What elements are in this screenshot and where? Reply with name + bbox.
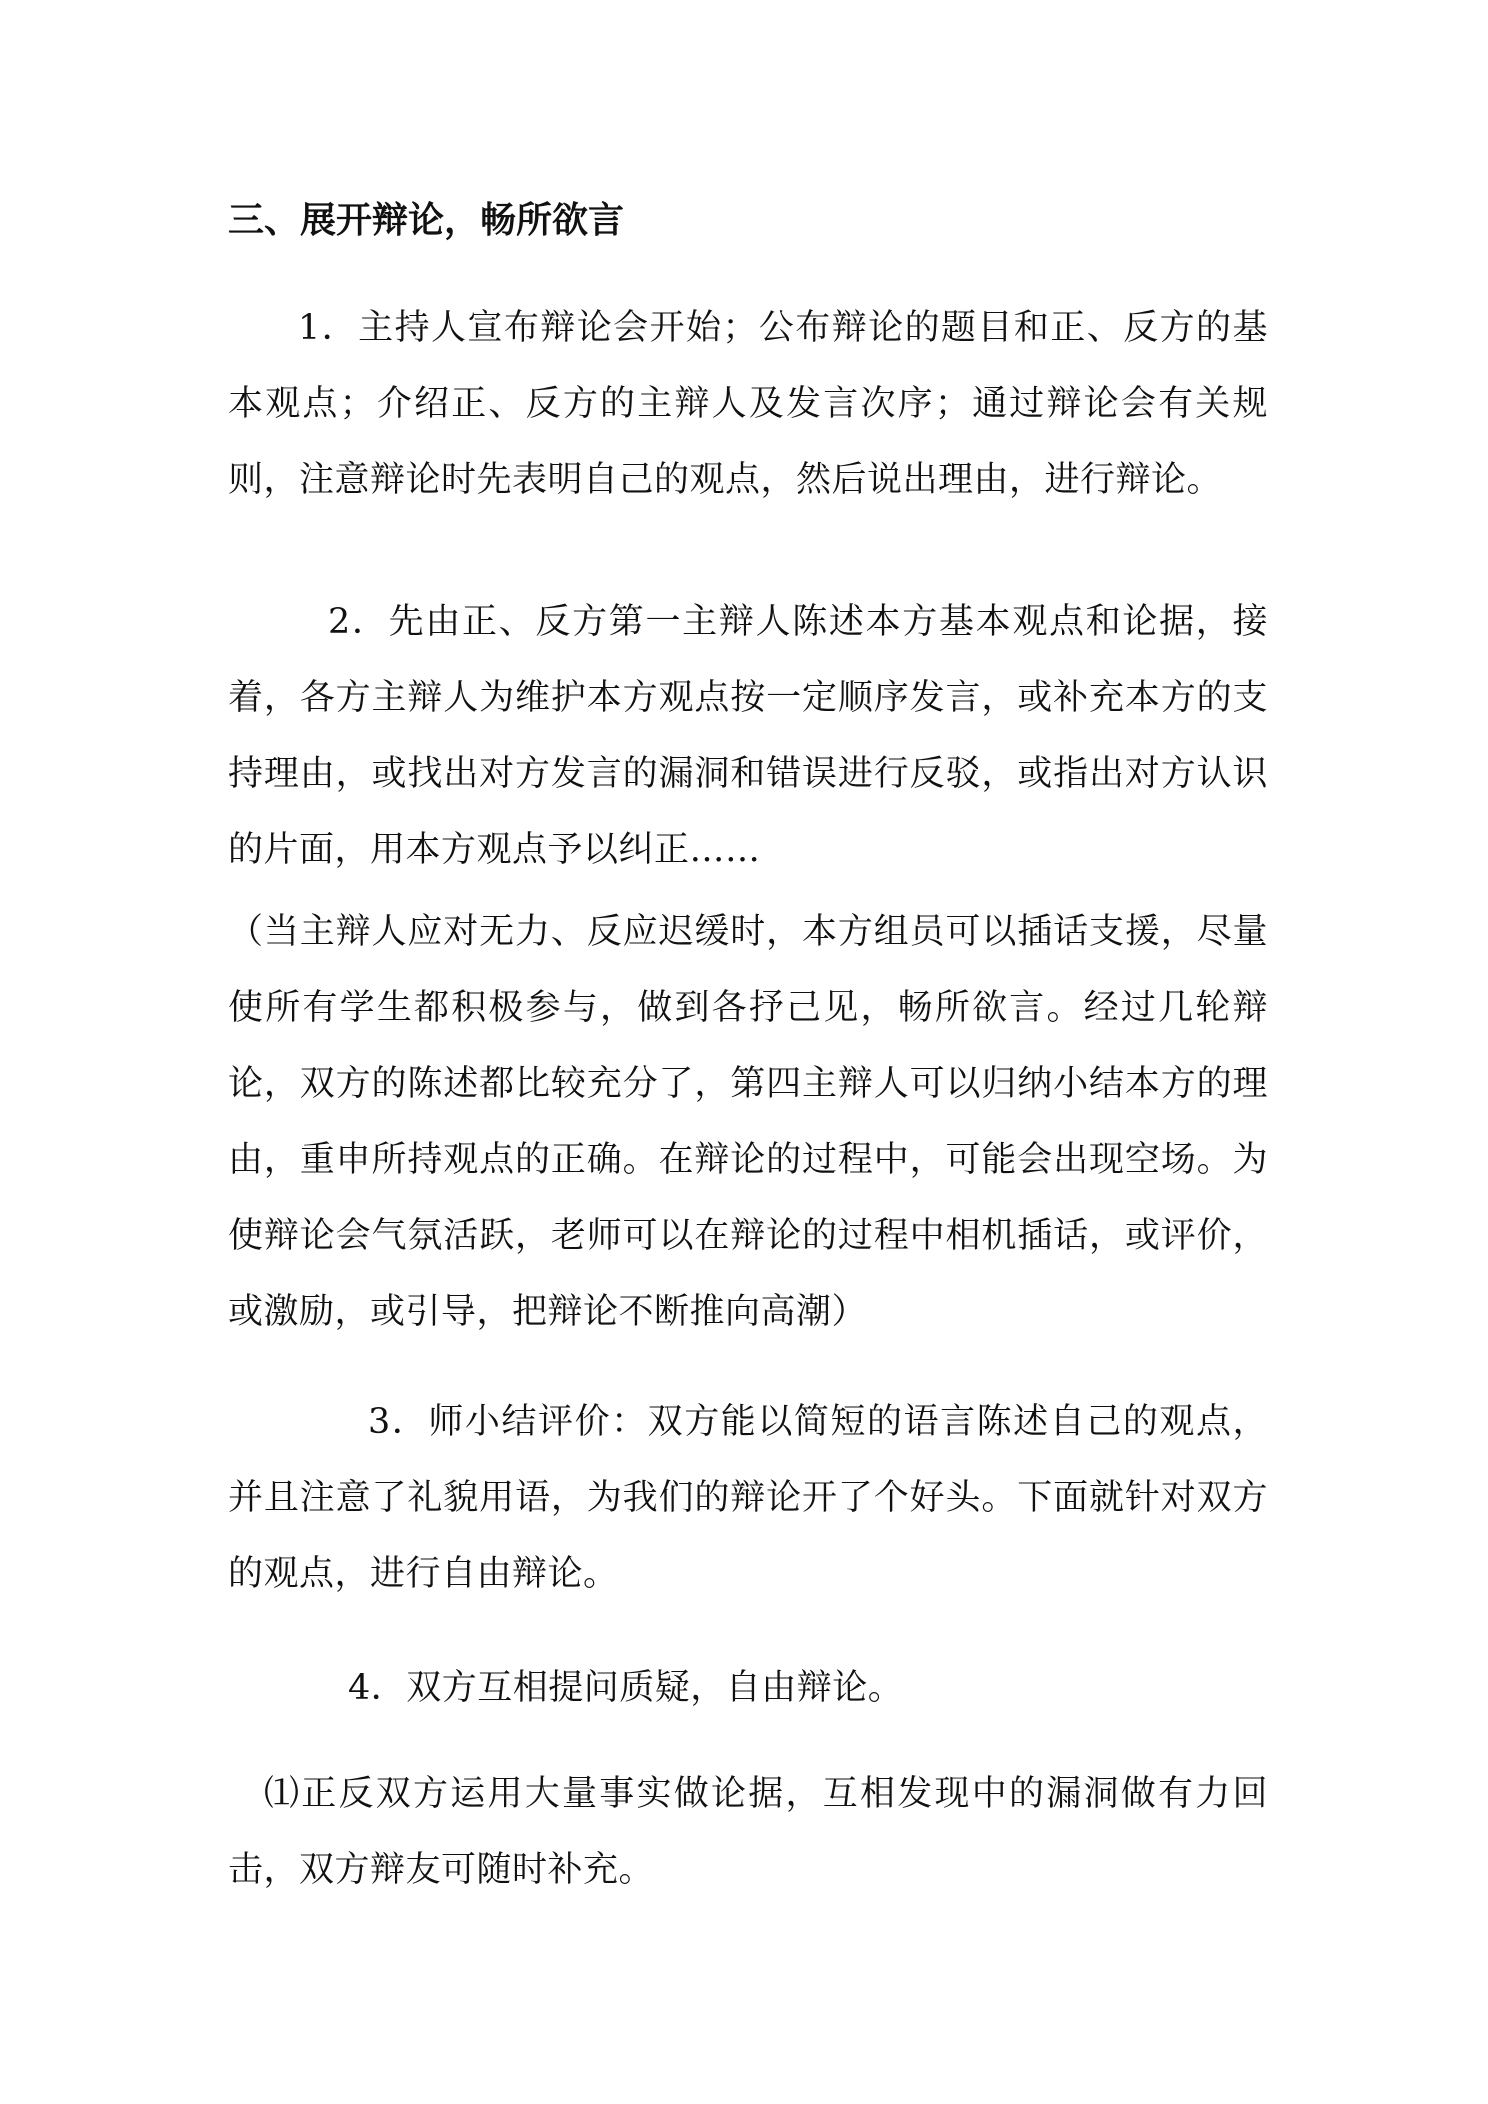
paragraph-3: （当主辩人应对无力、反应迟缓时，本方组员可以插话支援，尽量使所有学生都积极参与，做到各抒己见，畅所欲言。经过几轮辩论，双方的陈述都比较充分了，第四主辩人可以归纳小结本方的理由，重申所持观点的正确。在辩论的过程中，可能会出现空场。为使辩论会气氛活跃，老师可以在辩论的过程中相机插话，或评价，或激励，或引导，把辩论不断推向高潮） xyxy=(228,912,1268,1332)
paragraph-1: 1．主持人宣布辩论会开始；公布辩论的题目和正、反方的基本观点；介绍正、反方的主辩人及发言次序；通过辩论会有关规则，注意辩论时先表明自己的观点，然后说出理由，进行辩论。 xyxy=(228,308,1268,500)
paragraph-4: 3．师小结评价：双方能以简短的语言陈述自己的观点，并且注意了礼貌用语，为我们的辩论开了个好头。下面就针对双方的观点，进行自由辩论。 xyxy=(228,1402,1268,1594)
paragraph-6: ⑴正反双方运用大量事实做论据，互相发现中的漏洞做有力回击，双方辩友可随时补充。 xyxy=(228,1774,1268,1890)
paragraph-5: 4．双方互相提问质疑，自由辩论。 xyxy=(348,1668,904,1708)
section-heading: 三、展开辩论，畅所欲言 xyxy=(228,199,625,241)
paragraph-2: 2．先由正、反方第一主辩人陈述本方基本观点和论据，接着，各方主辩人为维护本方观点按一定顺序发言，或补充本方的支持理由，或找出对方发言的漏洞和错误进行反驳，或指出对方认识的片面，用本方观点予以纠正…… xyxy=(228,602,1268,870)
